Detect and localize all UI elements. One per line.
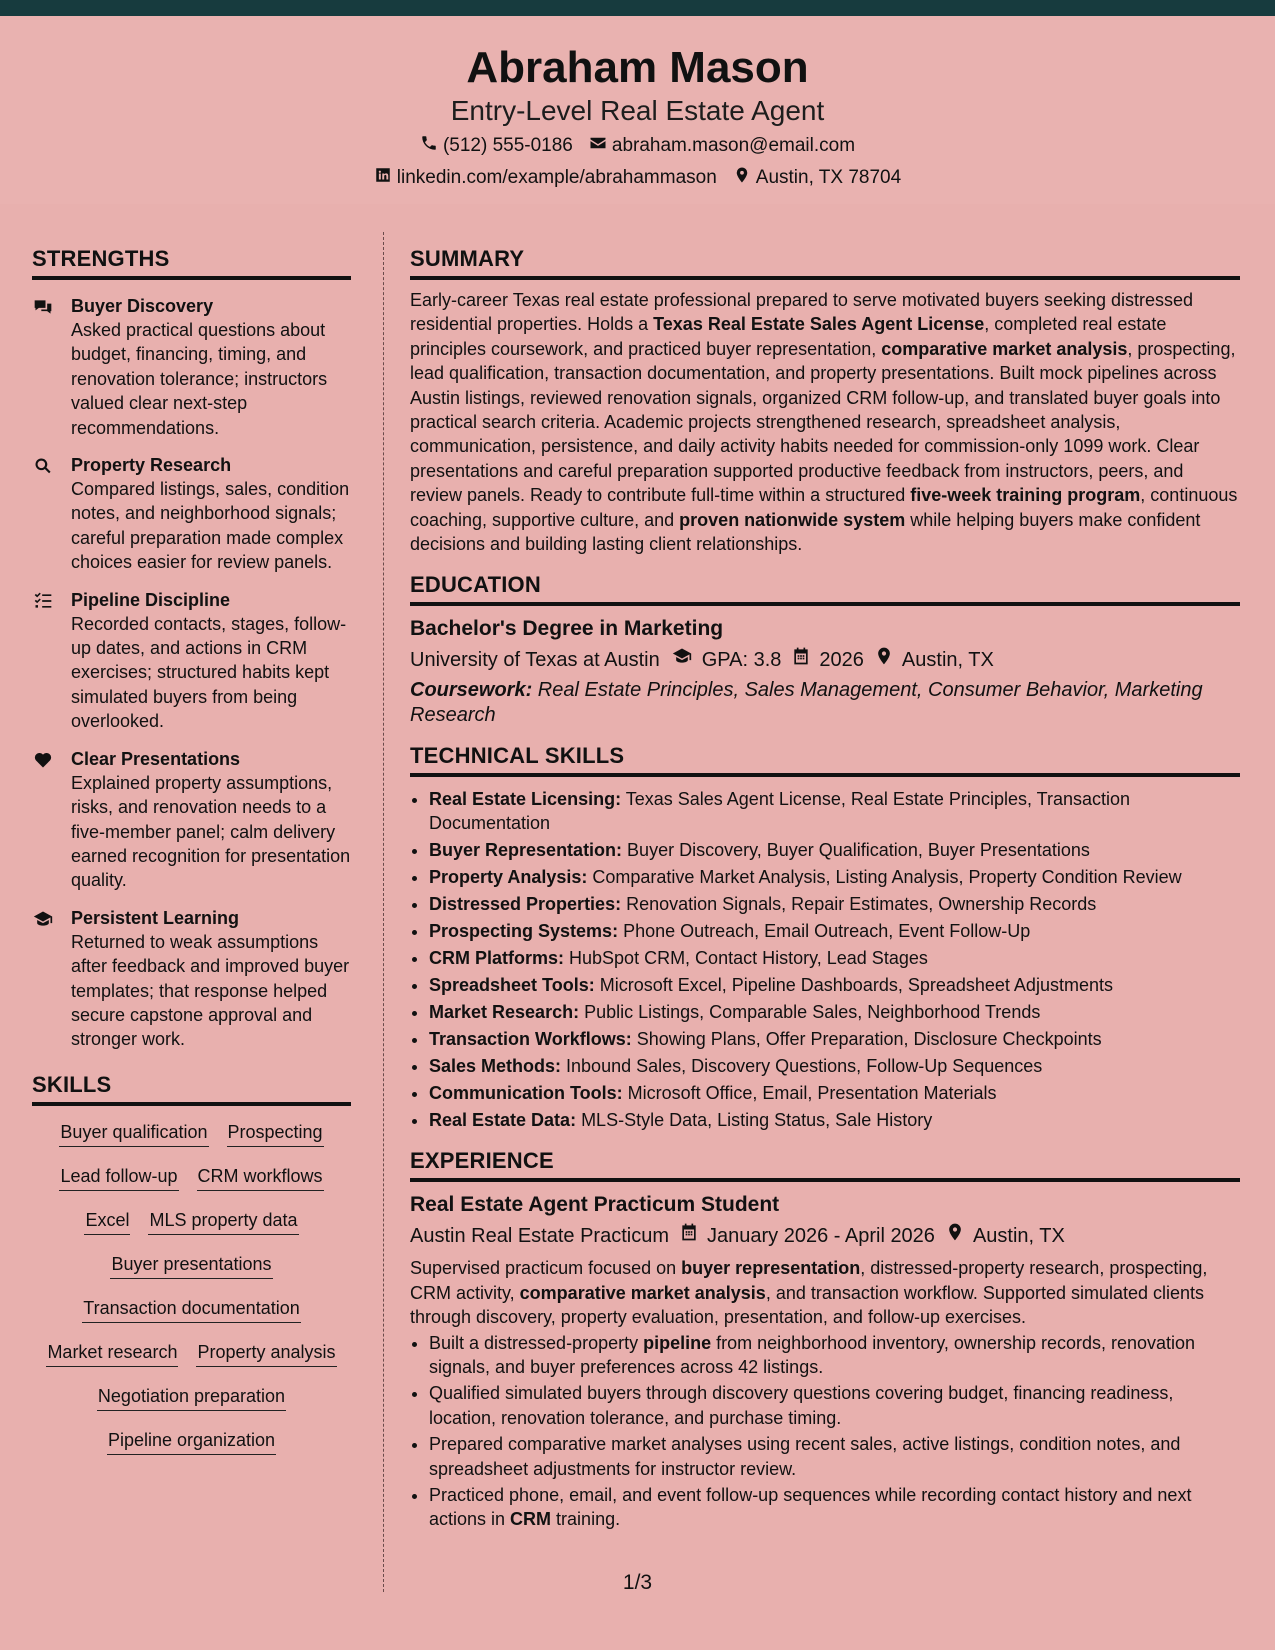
skill-tag: Prospecting <box>227 1120 324 1147</box>
technical-skills-heading: TECHNICAL SKILLS <box>410 743 1240 777</box>
skill-tag: MLS property data <box>148 1208 298 1235</box>
technical-skill-item <box>429 1027 1240 1051</box>
strength-item <box>32 747 351 893</box>
text-run: Early-career Texas real estate professional prepared to serve motivated buyers seeking distressed residential properties. Holds a <box>410 290 1194 335</box>
dates-item <box>679 1222 935 1250</box>
location-text: Austin, TX 78704 <box>755 167 902 188</box>
skill-values: Texas Sales Agent License, Real Estate Principles, Transaction Documentation <box>429 789 1131 834</box>
skill-values: Inbound Sales, Discovery Questions, Follow-Up Sequences <box>561 1056 1043 1077</box>
phone-text: (512) 555-0186 <box>442 135 573 156</box>
dates-text: January 2026 - April 2026 <box>707 1225 935 1248</box>
skill-tag: CRM workflows <box>197 1164 324 1191</box>
strengths-heading: STRENGTHS <box>32 246 351 280</box>
skill-tag: Buyer presentations <box>110 1252 272 1279</box>
skills-row <box>32 1340 351 1367</box>
technical-skill-item <box>429 973 1240 997</box>
edu-location-text: Austin, TX <box>901 649 994 672</box>
experience-bullets <box>410 1331 1240 1532</box>
linkedin-item[interactable] <box>374 166 717 190</box>
resume-header <box>0 16 1275 204</box>
contact-row-1 <box>0 134 1275 158</box>
text-run: while helping buyers make confident decisions and building lasting client relationships. <box>410 509 1201 555</box>
strengths-list <box>32 294 351 1052</box>
graduation-cap-icon <box>32 909 54 929</box>
phone-icon <box>420 134 438 158</box>
experience-bullet <box>429 1432 1240 1481</box>
coursework <box>410 678 1240 727</box>
skills-row <box>32 1252 351 1279</box>
strength-title: Buyer Discovery <box>71 296 214 316</box>
technical-skill-item <box>429 865 1240 889</box>
map-pin-icon <box>874 646 894 674</box>
skill-category: Real Estate Data: <box>429 1110 577 1131</box>
skill-category: Real Estate Licensing: <box>429 789 622 810</box>
strength-item <box>32 588 351 734</box>
strength-text: Recorded contacts, stages, follow-up dates, and actions in CRM exercises; structured habits kept simulated buyers from being overlooked. <box>71 613 347 732</box>
strength-title: Clear Presentations <box>71 748 241 769</box>
strength-text: Explained property assumptions, risks, and renovation needs to a five-member panel; calm delivery earned recognition for presentation quality. <box>71 772 351 891</box>
exp-location-text: Austin, TX <box>972 1225 1065 1248</box>
strength-item <box>32 294 351 440</box>
job-title: Real Estate Agent Practicum Student <box>410 1193 780 1217</box>
year-item <box>791 646 864 674</box>
linkedin-text[interactable]: linkedin.com/example/abrahammason <box>396 167 717 188</box>
text-run: Prepared comparative market analyses using recent sales, active listings, condition notes, and spreadsheet adjustments for instructor review. <box>429 1434 1181 1479</box>
skill-category: Communication Tools: <box>429 1083 623 1104</box>
strength-text: Returned to weak assumptions after feedback and improved buyer templates; that response helped secure capstone approval and stronger work. <box>71 931 350 1050</box>
skills-row <box>32 1120 351 1147</box>
strength-item <box>32 453 351 575</box>
strength-item <box>32 906 351 1052</box>
location-item <box>733 166 901 190</box>
org-name: Austin Real Estate Practicum <box>410 1225 669 1248</box>
strength-title: Persistent Learning <box>71 907 240 928</box>
year-text: 2026 <box>819 649 864 672</box>
school-name: University of Texas at Austin <box>410 649 660 672</box>
skill-values: Microsoft Office, Email, Presentation Materials <box>622 1083 997 1104</box>
column-divider <box>383 232 384 1592</box>
comments-icon <box>32 297 54 317</box>
skill-category: CRM Platforms: <box>429 948 565 969</box>
skills-row <box>32 1384 351 1411</box>
strength-title: Property Research <box>71 455 232 476</box>
gpa-text: GPA: 3.8 <box>701 649 782 672</box>
skills-row <box>32 1208 351 1235</box>
summary-heading: SUMMARY <box>410 246 1240 280</box>
skill-category: Property Analysis: <box>429 867 588 888</box>
experience-bullet <box>429 1483 1240 1532</box>
page-number: 1/3 <box>622 1571 653 1594</box>
bold-phrase: Texas Real Estate Sales Agent License <box>653 314 985 335</box>
skill-values: Microsoft Excel, Pipeline Dashboards, Spreadsheet Adjustments <box>594 975 1113 996</box>
list-check-icon <box>32 591 54 611</box>
map-pin-icon <box>945 1222 965 1250</box>
bold-phrase: CRM <box>510 1509 552 1530</box>
exp-location-item <box>945 1222 1065 1250</box>
heart-icon <box>32 750 54 770</box>
strength-title: Pipeline Discipline <box>71 589 231 610</box>
text-run: , distressed-property research, prospecting, CRM activity, <box>410 1258 1208 1303</box>
skill-tag: Negotiation preparation <box>97 1384 286 1411</box>
skill-values: Public Listings, Comparable Sales, Neighborhood Trends <box>579 1002 1041 1023</box>
text-run: , completed real estate principles coursework, and practiced buyer representation, <box>410 314 1167 359</box>
gpa-item <box>670 646 782 674</box>
skills-row <box>32 1296 351 1323</box>
skill-tag: Excel <box>84 1208 130 1235</box>
skills-row <box>32 1428 351 1455</box>
contact-row-2 <box>0 166 1275 190</box>
skill-category: Spreadsheet Tools: <box>429 975 595 996</box>
envelope-icon <box>589 134 607 158</box>
top-accent-bar <box>0 0 1275 16</box>
left-column <box>32 246 351 1472</box>
skill-values: Showing Plans, Offer Preparation, Disclosure Checkpoints <box>631 1029 1102 1050</box>
text-run: from neighborhood inventory, ownership records, renovation signals, and buyer preferences across 42 listings. <box>429 1332 1196 1377</box>
experience-bullet <box>429 1331 1240 1380</box>
technical-skill-item <box>429 838 1240 862</box>
skill-tag: Lead follow-up <box>59 1164 178 1191</box>
map-pin-icon <box>733 166 751 190</box>
calendar-icon <box>679 1222 699 1250</box>
graduation-cap-icon <box>670 646 694 674</box>
text-run: , and transaction workflow. Supported simulated clients through discovery, property evaluation, presentation, and follow-up exercises. <box>410 1282 1205 1328</box>
skill-category: Distressed Properties: <box>429 894 622 915</box>
technical-skill-item <box>429 787 1240 835</box>
text-run: Supervised practicum focused on <box>410 1258 682 1279</box>
skills-row <box>32 1164 351 1191</box>
strength-text: Asked practical questions about budget, financing, timing, and renovation tolerance; instructors valued clear next-step recommendations. <box>71 320 328 438</box>
skill-tag: Market research <box>46 1340 178 1367</box>
text-run: Built a distressed-property <box>429 1332 644 1353</box>
email-item[interactable] <box>589 134 855 158</box>
experience-bullet <box>429 1381 1240 1430</box>
skills-tags <box>32 1120 351 1455</box>
bold-phrase: buyer representation <box>681 1258 861 1279</box>
skill-category: Market Research: <box>429 1002 580 1023</box>
skill-values: Phone Outreach, Email Outreach, Event Follow-Up <box>618 921 1031 942</box>
text-run: Practiced phone, email, and event follow-up sequences while recording contact history and next actions in <box>429 1484 1192 1530</box>
skill-category: Prospecting Systems: <box>429 921 619 942</box>
skill-values: Comparative Market Analysis, Listing Analysis, Property Condition Review <box>587 867 1182 888</box>
technical-skill-item <box>429 1054 1240 1078</box>
edu-location-item <box>874 646 994 674</box>
technical-skill-item <box>429 946 1240 970</box>
coursework-list: Real Estate Principles, Sales Management, Consumer Behavior, Marketing Research <box>410 679 1203 726</box>
skill-values: HubSpot CRM, Contact History, Lead Stages <box>564 948 928 969</box>
skill-tag: Transaction documentation <box>82 1296 300 1323</box>
bold-phrase: comparative market analysis <box>881 338 1128 359</box>
phone-item <box>420 134 573 158</box>
bold-phrase: proven nationwide system <box>679 509 906 530</box>
bold-phrase: comparative market analysis <box>519 1282 766 1303</box>
skill-values: Renovation Signals, Repair Estimates, Ownership Records <box>621 894 1097 915</box>
experience-heading: EXPERIENCE <box>410 1148 1240 1182</box>
bold-phrase: pipeline <box>643 1332 712 1353</box>
text-run: , prospecting, lead qualification, transaction documentation, and property presentations. Built mock pipelines across Austin listings, reviewed renovation signals, organized CRM follow-up, and translated buyer goals into practical search criteria. Academic projects strengthened research, spreadsheet analysis, communication, persistence, and daily activity habits needed for commission-only 1099 work. Clear presentations and careful preparation supported productive feedback from instructors, peers, and review panels. Ready to contribute full-time within a structured <box>410 338 1236 506</box>
text-run: , continuous coaching, supportive culture, and <box>410 485 1238 530</box>
summary-text <box>410 288 1240 556</box>
education-meta <box>410 646 1240 674</box>
technical-skill-item <box>429 1000 1240 1024</box>
technical-skill-item <box>429 1108 1240 1132</box>
strength-text: Compared listings, sales, condition notes, and neighborhood signals; careful preparation made complex choices easier for review panels. <box>71 479 350 573</box>
skill-tag: Buyer qualification <box>59 1120 208 1147</box>
degree-title: Bachelor's Degree in Marketing <box>410 617 724 641</box>
candidate-title: Entry-Level Real Estate Agent <box>450 95 825 126</box>
skill-category: Transaction Workflows: <box>429 1029 632 1050</box>
right-column <box>410 246 1240 1534</box>
experience-meta <box>410 1222 1240 1250</box>
technical-skill-item <box>429 1081 1240 1105</box>
bold-phrase: five-week training program <box>910 485 1141 506</box>
skill-values: MLS-Style Data, Listing Status, Sale History <box>576 1110 933 1131</box>
technical-skill-item <box>429 892 1240 916</box>
calendar-icon <box>791 646 811 674</box>
skill-category: Buyer Representation: <box>429 840 623 861</box>
candidate-name: Abraham Mason <box>466 43 809 92</box>
skill-tag: Property analysis <box>196 1340 336 1367</box>
text-run: training. <box>551 1509 621 1530</box>
search-icon <box>32 456 54 476</box>
experience-description <box>410 1256 1240 1329</box>
technical-skills-list <box>410 787 1240 1132</box>
text-run: Qualified simulated buyers through discovery questions covering budget, financing readiness, location, renovation tolerance, and purchase timing. <box>429 1383 1174 1428</box>
skill-category: Sales Methods: <box>429 1056 562 1077</box>
skill-values: Buyer Discovery, Buyer Qualification, Buyer Presentations <box>622 840 1090 861</box>
skill-tag: Pipeline organization <box>107 1428 276 1455</box>
technical-skill-item <box>429 919 1240 943</box>
coursework-label: Coursework: <box>410 679 533 702</box>
email-text[interactable]: abraham.mason@email.com <box>611 135 856 156</box>
linkedin-icon <box>374 166 392 190</box>
education-heading: EDUCATION <box>410 572 1240 606</box>
skills-heading: SKILLS <box>32 1072 351 1106</box>
